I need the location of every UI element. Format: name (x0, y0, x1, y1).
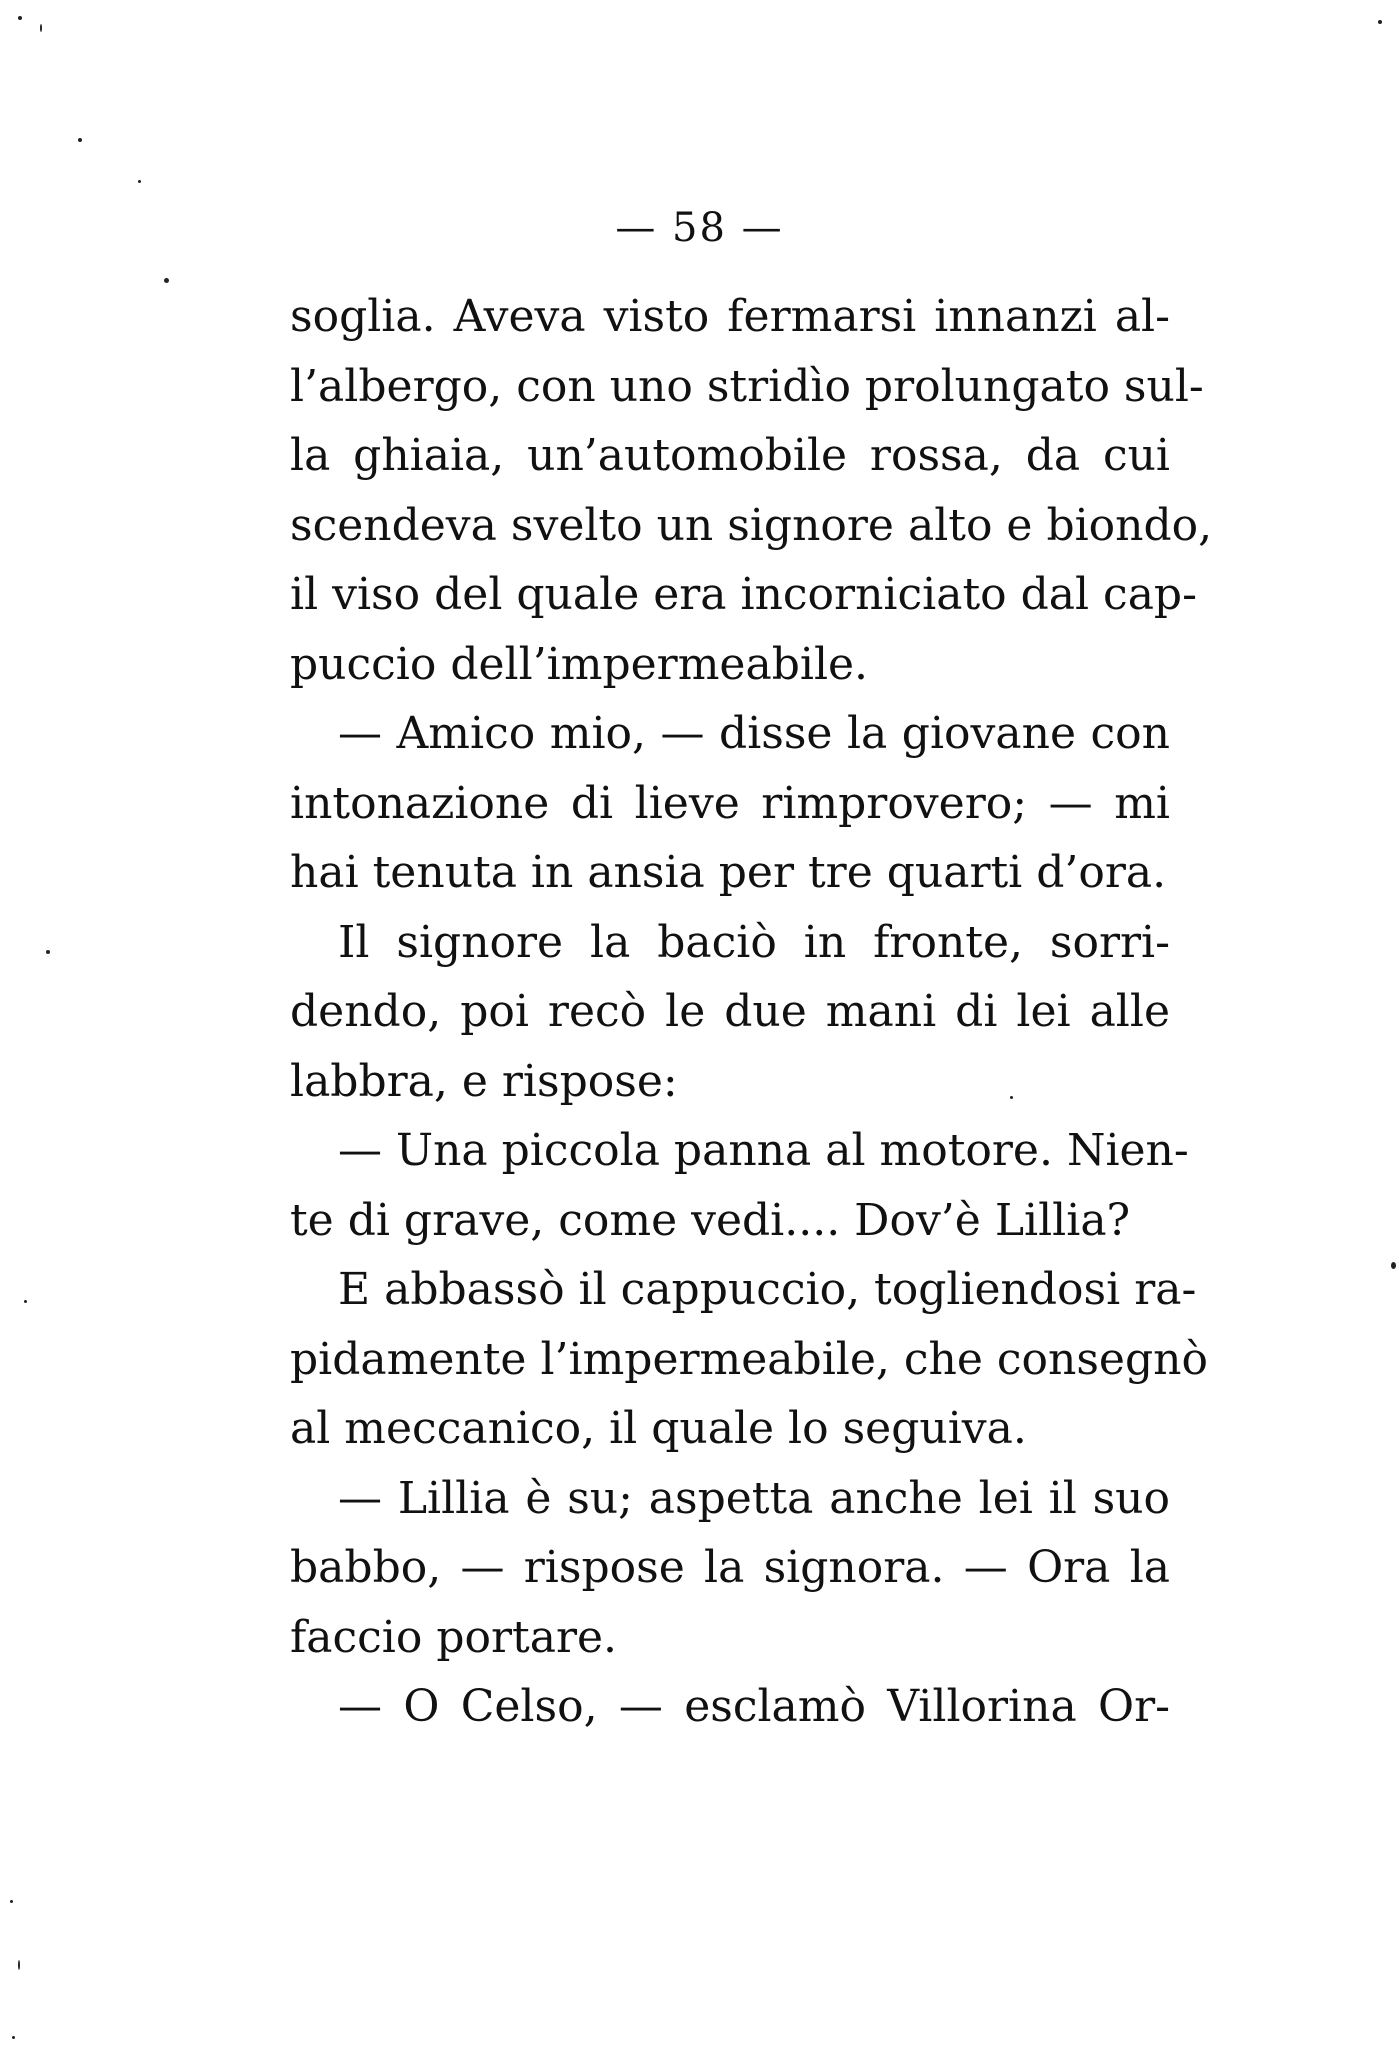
text-line: babbo, — rispose la signora. — Ora la (290, 1542, 1170, 1593)
text-line: dendo, poi recò le due mani di lei alle (290, 986, 1170, 1037)
scan-speck (1378, 20, 1382, 24)
text-line: — Lillia è su; aspetta anche lei il suo (338, 1472, 1170, 1524)
scan-speck (1391, 1262, 1396, 1269)
text-line: Il signore la baciò in fronte, sorri- (338, 916, 1170, 968)
text-line: pidamente l’impermeabile, che consegnò (290, 1333, 1208, 1385)
text-line: te di grave, come vedi.... Dov’è Lillia? (290, 1194, 1131, 1246)
scan-speck (18, 1960, 20, 1970)
text-line: puccio dell’impermeabile. (290, 638, 869, 690)
text-line: il viso del quale era incorniciato dal cap- (290, 569, 1197, 620)
scan-speck (24, 1300, 27, 1303)
scan-speck (18, 16, 22, 20)
text-line: — Una piccola panna al motore. Nien- (338, 1125, 1189, 1176)
scan-speck (12, 2036, 15, 2039)
scan-speck (138, 180, 141, 183)
scan-speck (164, 278, 169, 283)
text-line: l’albergo, con uno stridìo prolungato sul- (290, 360, 1204, 412)
scan-speck (46, 950, 50, 954)
scan-speck (10, 1900, 13, 1903)
text-line: soglia. Aveva visto fermarsi innanzi al- (290, 291, 1170, 342)
text-line: — O Celso, — esclamò Villorina Or- (338, 1681, 1170, 1732)
text-line: — Amico mio, — disse la giovane con (338, 708, 1170, 759)
text-line: al meccanico, il quale lo seguiva. (290, 1403, 1027, 1454)
text-line: intonazione di lieve rimprovero; — mi (290, 777, 1170, 829)
scan-speck (1010, 1096, 1013, 1099)
text-line: scendeva svelto un signore alto e biondo, (290, 499, 1213, 551)
text-line: faccio portare. (290, 1611, 618, 1663)
body-text (290, 282, 1213, 1742)
text-line: hai tenuta in ansia per tre quarti d’ora. (290, 847, 1167, 898)
page-number: — 58 — (615, 205, 784, 251)
text-line: la ghiaia, un’automobile rossa, da cui (290, 430, 1170, 481)
scan-speck (40, 24, 42, 32)
text-line: labbra, e rispose: (290, 1055, 678, 1107)
scan-speck (78, 138, 82, 142)
text-line: E abbassò il cappuccio, togliendosi ra- (338, 1264, 1197, 1315)
